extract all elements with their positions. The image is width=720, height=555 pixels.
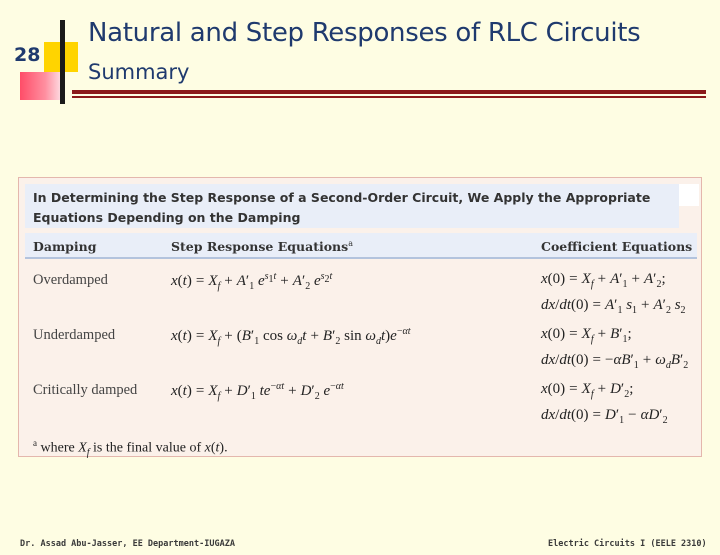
equation-overdamped-coef-2: $dx/dt(0) = A'_1$ $s_1 + A'_2$ $s_2$ <box>541 297 686 316</box>
footer-course: Electric Circuits I (EELE 2310) <box>548 539 707 549</box>
row-label-underdamped: Underdamped <box>33 327 116 343</box>
table-caption: In Determining the Step Response of a Second-Order Circuit, We Apply the Appropriate Equations Depending on the Damping <box>25 184 679 228</box>
header-step-response <box>171 239 353 254</box>
decorative-red-block <box>20 72 62 100</box>
equation-critical-coef-1: $x(0) = X_f + D'_2$; <box>541 381 634 400</box>
header-coefficient: Coefficient Equations <box>541 239 693 254</box>
equation-underdamped-coef-1: $x(0) = X_f + B'_1$; <box>541 326 632 345</box>
table-header-row <box>25 233 697 259</box>
decorative-vertical-bar <box>60 20 65 104</box>
title-rule-thick <box>72 90 706 94</box>
header-step-response-label: Step Response Equations <box>171 239 349 255</box>
slide-title: Natural and Step Responses of RLC Circuits <box>88 18 641 48</box>
footnote-prefix: where <box>40 440 75 456</box>
row-label-critically-damped: Critically damped <box>33 382 138 398</box>
title-rule-thin <box>72 96 706 98</box>
header-footnote-mark: a <box>348 239 353 248</box>
equation-critical-response: $x(t) = X_f + D'_1$ $te^{-\alpha t} + D'_2$ $e^{-\alpha t}$ <box>171 381 344 402</box>
footnote-text: is the final value of <box>89 440 205 456</box>
slide-subtitle: Summary <box>88 60 190 84</box>
equation-critical-coef-2: $dx/dt(0) = D'_1 - \alpha D'_2$ <box>541 407 668 426</box>
table-body <box>25 259 697 455</box>
footer-author: Dr. Assad Abu-Jasser, EE Department-IUGAZA <box>20 539 235 549</box>
row-label-overdamped: Overdamped <box>33 272 108 288</box>
table-footnote: $^a$ where $X_f$ is the final value of x(t). <box>33 438 228 459</box>
caption-tail <box>679 184 699 206</box>
footnote-mark: a <box>33 438 37 448</box>
equation-overdamped-coef-1: $x(0) = X_f + A'_1 + A'_2$; <box>541 271 666 290</box>
equation-overdamped-response: $x(t) = X_f + A'_1$ $e^{s_1t} + A'_2$ $e^{s_2t}$ <box>171 271 333 292</box>
equation-underdamped-response: $x(t) = X_f + (B'_1$ $\cos \omega_dt + B'_2$ $\sin \omega_dt)e^{-\alpha t}$ <box>171 326 411 347</box>
step-response-table <box>18 177 702 457</box>
equation-underdamped-coef-2: $dx/dt(0) = -\alpha B'_1 + \omega_dB'_2$ <box>541 352 689 371</box>
slide-number: 28 <box>14 44 41 66</box>
header-damping: Damping <box>33 239 97 254</box>
